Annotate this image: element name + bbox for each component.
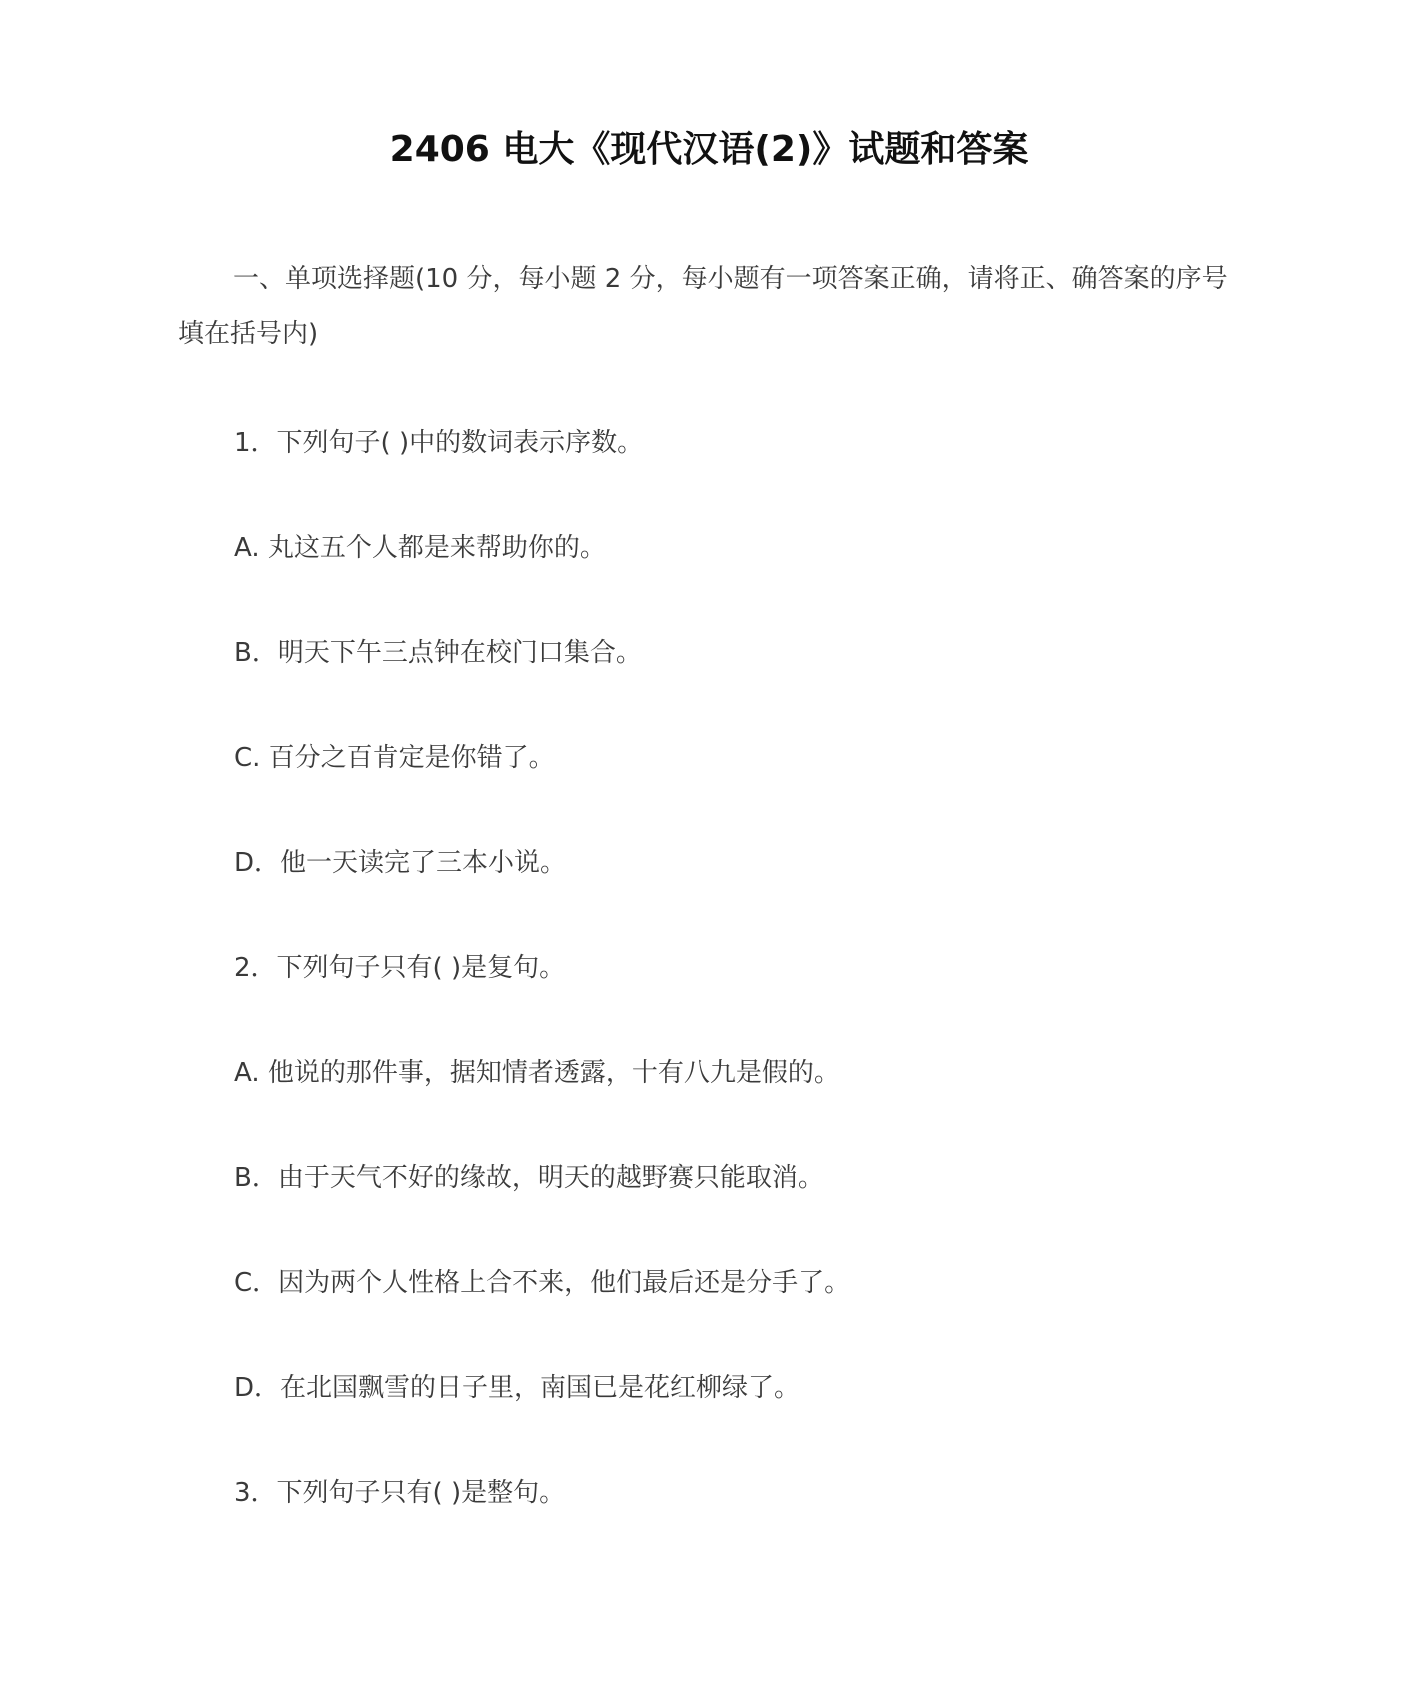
question-2-option-a: A. 他说的那件事，据知情者透露，十有八九是假的。	[234, 1058, 840, 1088]
question-3: 3．下列句子只有( )是整句。	[234, 1478, 566, 1508]
question-2-option-d: D．在北国飘雪的日子里，南国已是花红柳绿了。	[234, 1373, 801, 1403]
section-header: 一、单项选择题(10 分，每小题 2 分，每小题有一项答案正确，请将正、确答案的序号填在括号内)	[178, 264, 1228, 349]
question-1-option-d: D．他一天读完了三本小说。	[234, 848, 567, 878]
question-2-option-c: C．因为两个人性格上合不来，他们最后还是分手了。	[234, 1268, 851, 1298]
question-1-option-b: B．明天下午三点钟在校门口集合。	[234, 638, 642, 668]
question-1-option-a: A. 丸这五个人都是来帮助你的。	[234, 533, 606, 563]
question-1: 1．下列句子( )中的数词表示序数。	[234, 428, 644, 458]
question-2-option-b: B．由于天气不好的缘故，明天的越野赛只能取消。	[234, 1163, 824, 1193]
question-1-option-c: C. 百分之百肯定是你错了。	[234, 743, 555, 773]
question-2: 2．下列句子只有( )是复句。	[234, 953, 566, 983]
document-title: 2406 电大《现代汉语(2)》试题和答案	[389, 129, 1029, 170]
